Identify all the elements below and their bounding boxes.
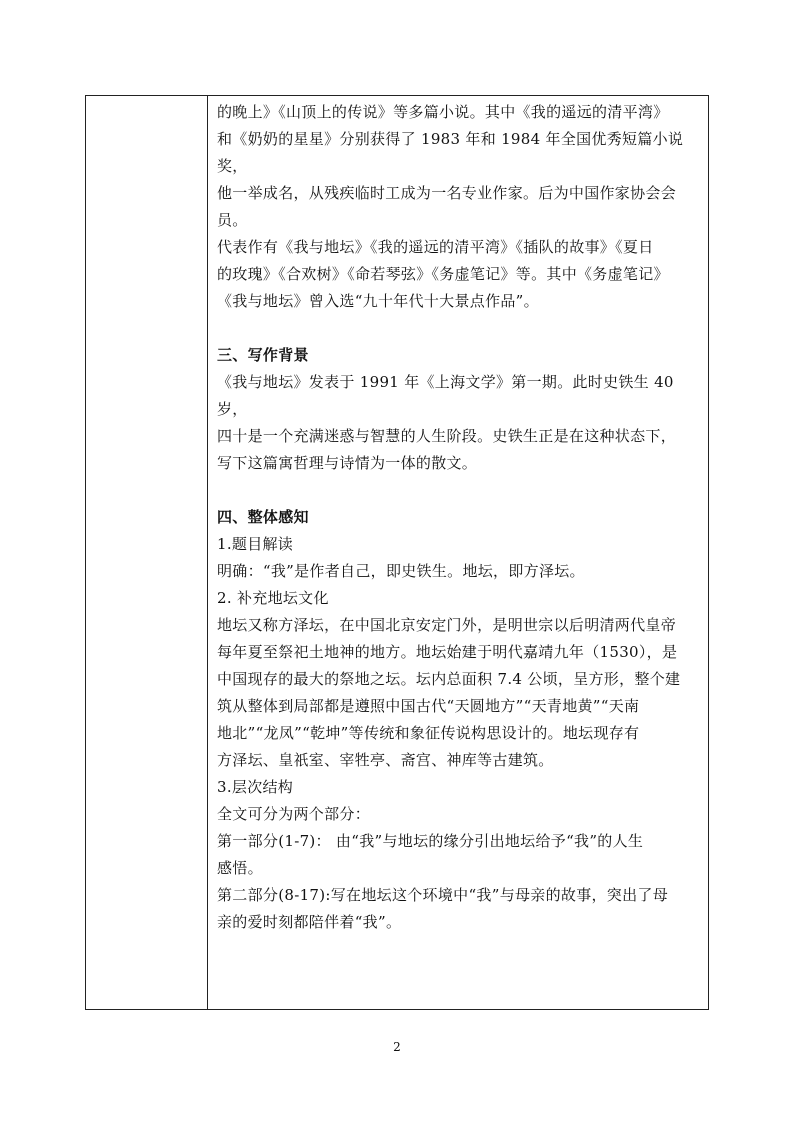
- text-line: 《我与地坛》曾入选“九十年代十大景点作品”。: [217, 292, 539, 310]
- text-line: 代表作有《我与地坛》《我的遥远的清平湾》《插队的故事》《夏日: [217, 238, 654, 256]
- content-table: [85, 95, 709, 1010]
- text-line: 全文可分为两个部分：: [217, 805, 371, 823]
- subheading-title-interpretation: 1.题目解读: [217, 535, 294, 553]
- table-right-cell: [217, 99, 702, 936]
- text-line: 方泽坛、皇祇室、宰牲亭、斋宫、神库等古建筑。: [217, 751, 554, 769]
- text-line: 明确：“我”是作者自己，即史铁生。地坛，即方泽坛。: [217, 562, 585, 580]
- text-line: 每年夏至祭祀土地神的地方。地坛始建于明代嘉靖九年（1530），是: [217, 643, 678, 661]
- section-heading-background: 三、写作背景: [217, 346, 309, 364]
- text-line: 中国现存的最大的祭地之坛。坛内总面积 7.4 公顷，呈方形，整个建: [217, 670, 681, 688]
- text-line: 地北”“龙凤”“乾坤”等传统和象征传说构思设计的。地坛现存有: [217, 724, 640, 742]
- subheading-ditan-culture: 2. 补充地坛文化: [217, 589, 329, 607]
- text-line: 第二部分(8-17):写在地坛这个环境中“我”与母亲的故事，突出了母: [217, 886, 668, 904]
- text-line: 四十是一个充满迷惑与智慧的人生阶段。史铁生正是在这种状态下，: [217, 427, 677, 445]
- section-heading-overview: 四、整体感知: [217, 508, 309, 526]
- text-line: 第一部分(1-7)： 由“我”与地坛的缘分引出地坛给予“我”的人生: [217, 832, 644, 850]
- text-line: 地坛又称方泽坛，在中国北京安定门外，是明世宗以后明清两代皇帝: [217, 616, 677, 634]
- text-line: 筑从整体到局部都是遵照中国古代“天圆地方”“天青地黄”“天南: [217, 697, 640, 715]
- text-line: 《我与地坛》发表于 1991 年《上海文学》第一期。此时史铁生 40 岁，: [217, 373, 674, 418]
- text-line: 他一举成名，从残疾临时工成为一名专业作家。后为中国作家协会会: [217, 184, 677, 202]
- text-line: 员。: [217, 211, 248, 229]
- text-line: 和《奶奶的星星》分别获得了 1983 年和 1984 年全国优秀短篇小说奖，: [217, 130, 684, 175]
- column-divider: [207, 96, 208, 1009]
- page-number: 2: [393, 1040, 401, 1054]
- text-line: 感悟。: [217, 859, 263, 877]
- text-line: 亲的爱时刻都陪伴着“我”。: [217, 913, 402, 931]
- text-line: 的玫瑰》《合欢树》《命若琴弦》《务虚笔记》等。其中《务虚笔记》: [217, 265, 669, 283]
- text-line: 的晚上》《山顶上的传说》等多篇小说。其中《我的遥远的清平湾》: [217, 103, 669, 121]
- text-line: 写下这篇寓哲理与诗情为一体的散文。: [217, 454, 478, 472]
- subheading-structure: 3.层次结构: [217, 778, 294, 796]
